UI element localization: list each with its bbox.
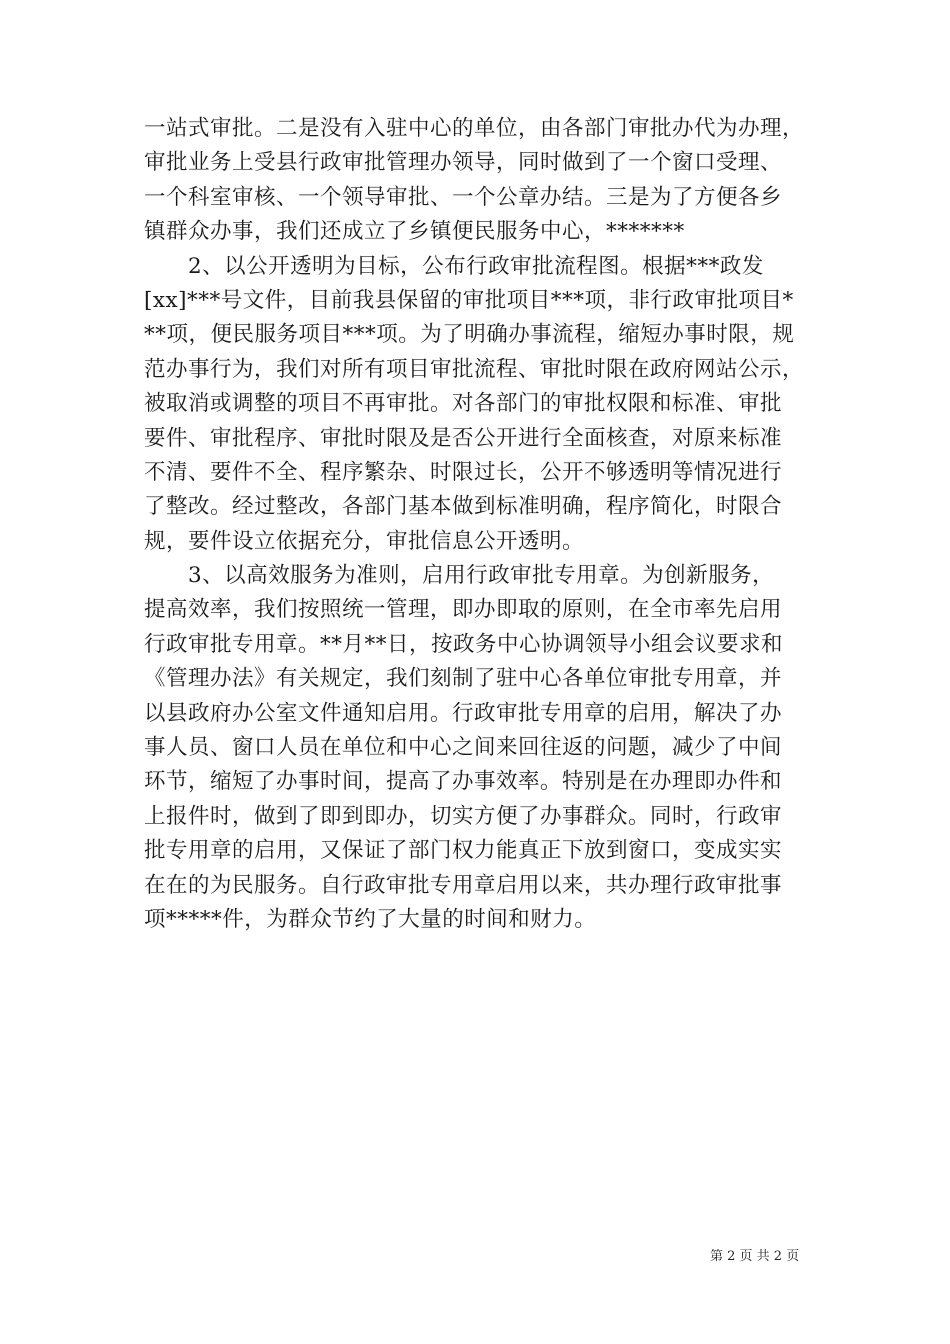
text-line: 范办事行为，我们对所有项目审批流程、审批时限在政府网站公示， [144, 356, 805, 382]
text-line: [xx]***号文件，目前我县保留的审批项目***项，非行政审批项目* [144, 287, 794, 313]
text-line: 审批业务上受县行政审批管理办领导，同时做到了一个窗口受理、 [144, 150, 783, 176]
text-line: 规，要件设立依据充分，审批信息公开透明。 [144, 528, 585, 554]
body-text [144, 112, 814, 937]
paragraph-2-first-line: 2、以公开透明为目标，公布行政审批流程图。根据***政发 [188, 253, 764, 279]
text-line: 镇群众办事，我们还成立了乡镇便民服务中心，******* [144, 219, 685, 245]
text-line: 提高效率，我们按照统一管理，即办即取的原则，在全市率先启用 [144, 597, 783, 623]
text-line: 一个科室审核、一个领导审批、一个公章办结。三是为了方便各乡 [144, 184, 783, 210]
text-line: 了整改。经过整改，各部门基本做到标准明确，程序简化，时限合 [144, 494, 783, 520]
text-line: 环节，缩短了办事时间，提高了办事效率。特别是在办理即办件和 [144, 769, 783, 795]
text-line: 《管理办法》有关规定，我们刻制了驻中心各单位审批专用章，并 [144, 666, 783, 692]
text-line: 要件、审批程序、审批时限及是否公开进行全面核查，对原来标准 [144, 425, 783, 451]
text-line: 被取消或调整的项目不再审批。对各部门的审批权限和标准、审批 [144, 391, 783, 417]
text-line: 事人员、窗口人员在单位和中心之间来回往返的问题，减少了中间 [144, 735, 783, 761]
text-line: 批专用章的启用，又保证了部门权力能真正下放到窗口，变成实实 [144, 838, 783, 864]
text-line: 上报件时，做到了即到即办，切实方便了办事群众。同时，行政审 [144, 803, 783, 829]
text-line: 一站式审批。二是没有入驻中心的单位，由各部门审批办代为办理， [144, 116, 805, 141]
text-line: 以县政府办公室文件通知启用。行政审批专用章的启用，解决了办 [144, 700, 783, 726]
text-line: 项*****件，为群众节约了大量的时间和财力。 [144, 906, 597, 932]
text-line: 不清、要件不全、程序繁杂、时限过长，公开不够透明等情况进行 [144, 459, 783, 485]
text-line: **项，便民服务项目***项。为了明确办事流程，缩短办事时限，规 [144, 322, 795, 348]
text-line: 行政审批专用章。**月**日，按政务中心协调领导小组会议要求和 [144, 631, 784, 657]
paragraph-3-first-line: 3、以高效服务为准则，启用行政审批专用章。为创新服务， [188, 563, 775, 589]
text-line: 在在的为民服务。自行政审批专用章启用以来，共办理行政审批事 [144, 872, 783, 898]
page-number-footer: 第 2 页 共 2 页 [710, 1249, 800, 1264]
